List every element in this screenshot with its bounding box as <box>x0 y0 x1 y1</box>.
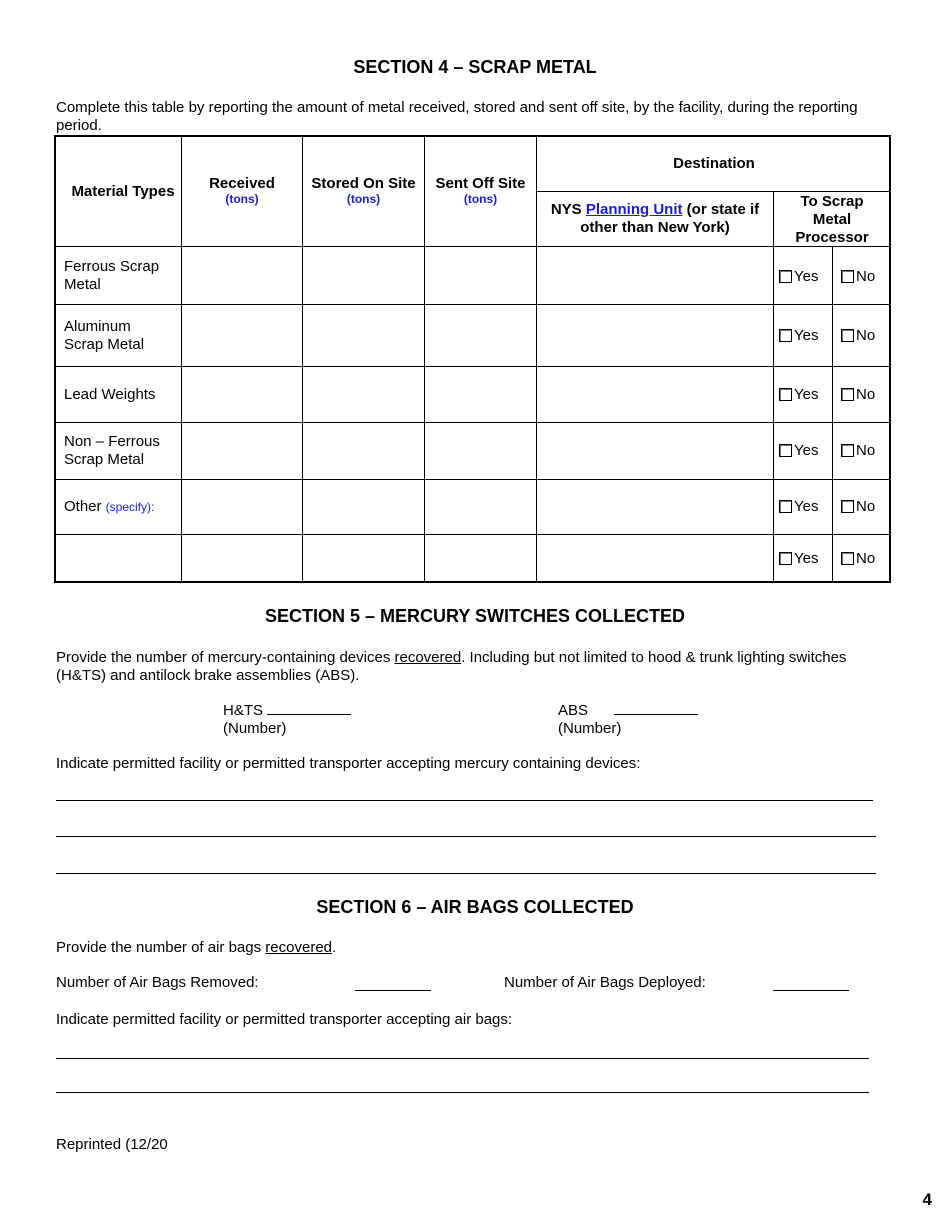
col-stored-unit: (tons) <box>346 192 381 206</box>
section-5-para-pre: Provide the number of mercury-containing devices <box>56 649 395 666</box>
no-label: No <box>856 498 876 515</box>
section-6-instructions <box>56 939 886 957</box>
col-destination: Destination <box>673 155 755 172</box>
checkbox-icon <box>841 444 854 457</box>
row-label-lead: Lead Weights <box>64 386 156 403</box>
abs-label: ABS <box>558 702 589 719</box>
section-4-instructions: Complete this table by reporting the amount of metal received, stored and sent off site, by the facility, during the reporting period. <box>56 99 858 134</box>
no-label: No <box>856 386 876 403</box>
checkbox-icon <box>841 270 854 283</box>
scrap-metal-table <box>54 135 891 583</box>
air-bags-facility-prompt: Indicate permitted facility or permitted transporter accepting air bags: <box>56 1011 513 1028</box>
yes-label: Yes <box>794 498 819 515</box>
page-number: 4 <box>922 1190 932 1209</box>
other-specify-note: (specify): <box>105 500 155 514</box>
row-label-non-ferrous: Non – Ferrous Scrap Metal <box>64 433 160 468</box>
yes-label: Yes <box>794 327 819 344</box>
section-4-title: SECTION 4 – SCRAP METAL <box>353 57 597 77</box>
yes-label: Yes <box>794 268 819 285</box>
section-6-para-underlined: recovered <box>265 939 332 956</box>
checkbox-icon <box>779 444 792 457</box>
col-nys-planning-unit <box>540 201 770 237</box>
checkbox-icon <box>779 500 792 513</box>
section-5-title: SECTION 5 – MERCURY SWITCHES COLLECTED <box>264 606 686 626</box>
row-label-other <box>64 498 180 516</box>
non-ferrous-yes-checkbox[interactable] <box>779 442 818 459</box>
col-material-types: Material Types <box>71 183 175 200</box>
air-bags-deployed-input[interactable] <box>773 975 849 991</box>
section-6-title: SECTION 6 – AIR BAGS COLLECTED <box>316 897 634 917</box>
col-scrap-processor: To Scrap Metal Processor <box>795 193 869 246</box>
col-sent-label: Sent Off Site <box>435 175 526 192</box>
other-yes-checkbox[interactable] <box>779 498 818 515</box>
no-label: No <box>856 442 876 459</box>
yes-label: Yes <box>794 442 819 459</box>
col-stored <box>303 175 424 206</box>
yes-label: Yes <box>794 386 819 403</box>
aluminum-no-checkbox[interactable] <box>841 327 875 344</box>
abs-field <box>558 702 698 738</box>
blank-row-no-checkbox[interactable] <box>841 550 875 567</box>
checkbox-icon <box>779 552 792 565</box>
mercury-facility-line-3[interactable] <box>56 873 876 874</box>
section-5-para-post: . Including but not limited to hood & trunk lighting switches (H&TS) and antilock brake assemblies (ABS). <box>56 649 847 684</box>
air-bags-removed-input[interactable] <box>355 975 431 991</box>
blank-row-yes-checkbox[interactable] <box>779 550 818 567</box>
checkbox-icon <box>841 388 854 401</box>
lead-yes-checkbox[interactable] <box>779 386 818 403</box>
abs-input[interactable] <box>614 714 698 715</box>
air-bags-deployed-label: Number of Air Bags Deployed: <box>504 974 706 991</box>
section-6-para-pre: Provide the number of air bags <box>56 939 266 956</box>
abs-number-note: (Number) <box>558 720 622 737</box>
aluminum-yes-checkbox[interactable] <box>779 327 818 344</box>
col-sent <box>425 175 536 206</box>
lead-no-checkbox[interactable] <box>841 386 875 403</box>
checkbox-icon <box>841 329 854 342</box>
ferrous-yes-checkbox[interactable] <box>779 268 818 285</box>
air-bags-facility-line-2[interactable] <box>56 1092 869 1093</box>
mercury-facility-prompt: Indicate permitted facility or permitted transporter accepting mercury containing devices: <box>56 755 641 772</box>
mercury-facility-line-2[interactable] <box>56 836 876 837</box>
row-label-ferrous: Ferrous Scrap Metal <box>64 258 160 293</box>
ferrous-no-checkbox[interactable] <box>841 268 875 285</box>
other-label: Other <box>64 498 102 515</box>
checkbox-icon <box>779 270 792 283</box>
yes-label: Yes <box>794 550 819 567</box>
no-label: No <box>856 550 876 567</box>
reprinted-note: Reprinted (12/20 <box>56 1136 168 1153</box>
no-label: No <box>856 268 876 285</box>
mercury-facility-line-1[interactable] <box>56 800 873 801</box>
col-received-unit: (tons) <box>225 192 259 206</box>
row-label-aluminum: Aluminum Scrap Metal <box>64 318 145 353</box>
non-ferrous-no-checkbox[interactable] <box>841 442 875 459</box>
col-received <box>182 175 302 206</box>
hts-input[interactable] <box>267 714 351 715</box>
checkbox-icon <box>779 329 792 342</box>
checkbox-icon <box>841 552 854 565</box>
section-6-para-post: . <box>332 939 337 956</box>
nys-prefix: NYS <box>550 201 582 218</box>
col-received-label: Received <box>209 175 275 192</box>
col-stored-label: Stored On Site <box>311 175 416 192</box>
section-5-para-underlined: recovered <box>394 649 462 666</box>
planning-unit-link[interactable]: Planning Unit <box>585 201 683 218</box>
hts-field <box>223 702 351 738</box>
section-5-instructions <box>56 649 886 685</box>
checkbox-icon <box>841 500 854 513</box>
nys-suffix: (or state if other than New York) <box>580 201 760 236</box>
checkbox-icon <box>779 388 792 401</box>
other-no-checkbox[interactable] <box>841 498 875 515</box>
no-label: No <box>856 327 876 344</box>
hts-number-note: (Number) <box>223 720 287 737</box>
hts-label: H&TS <box>223 702 264 719</box>
air-bags-removed-label: Number of Air Bags Removed: <box>56 974 259 991</box>
air-bags-facility-line-1[interactable] <box>56 1058 869 1059</box>
col-sent-unit: (tons) <box>463 192 498 206</box>
